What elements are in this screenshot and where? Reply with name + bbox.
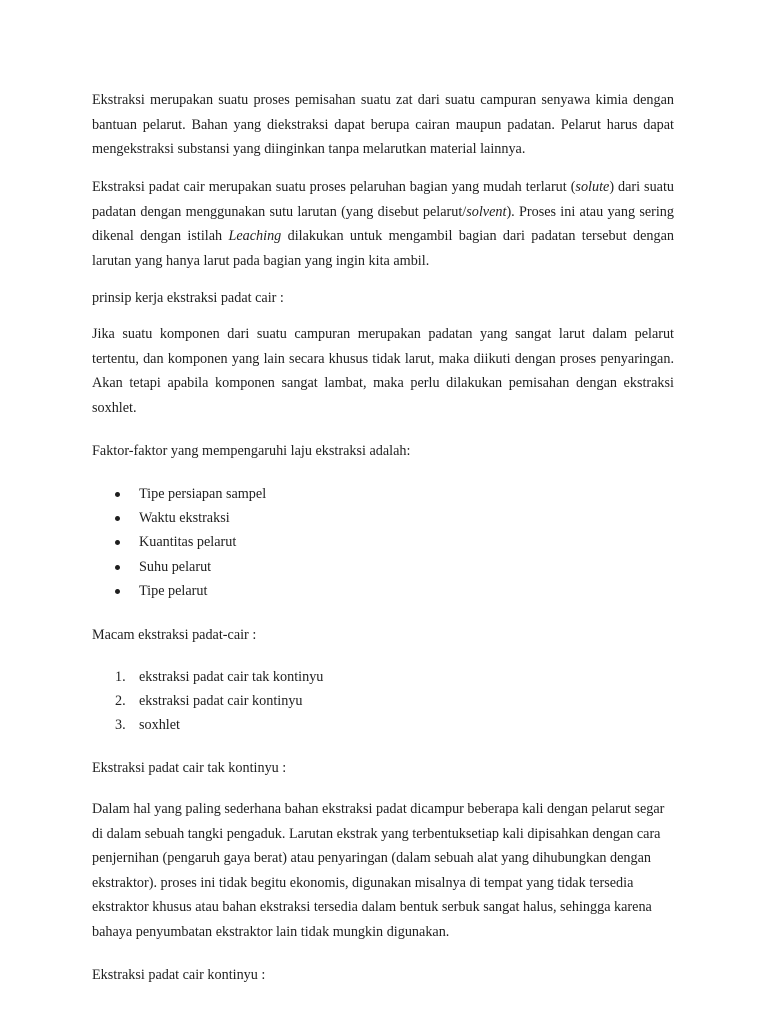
section-heading-prinsip: prinsip kerja ekstraksi padat cair :: [92, 290, 284, 306]
section-heading-macam: Macam ekstraksi padat-cair :: [92, 627, 257, 643]
batch-extraction-paragraph: Dalam hal yang paling sederhana bahan ekstraksi padat dicampur beberapa kali dengan pelarut segar di dalam sebuah tangki pengaduk. Larutan ekstrak yang terbentuksetiap kali dipisahkan dengan cara penjernihan (pengaruh gaya berat) atau penyaringan (dalam sebuah alat yang dihubungkan dengan ekstraktor). proses ini tidak begitu ekonomis, digunakan misalnya di tempat yang tidak tersedia ekstraktor khusus atau bahan ekstraksi tersedia dalam bentuk serbuk sangat halus, sehingga karena bahaya penyumbatan ekstraktor lain tidak mungkin digunakan.: [92, 801, 665, 940]
list-item-text: Suhu pelarut: [139, 558, 212, 575]
list-number: 1.: [115, 669, 126, 685]
solute-term: solute: [575, 179, 610, 195]
intro-paragraph: Ekstraksi merupakan suatu proses pemisahan suatu zat dari suatu campuran senyawa kimia dengan bantuan pelarut. Bahan yang diekstraksi dapat berupa cairan maupun padatan. Pelarut harus dapat mengekstraksi substansi yang diinginkan tanpa melarutkan material lainnya.: [92, 92, 674, 157]
bullet-icon: [115, 492, 120, 497]
paragraph-text: dilakukan untuk mengambil bagian dari padatan tersebut dengan larutan yang hanya larut pada bagian yang ingin kita ambil.: [92, 228, 674, 269]
solid-liquid-extraction-paragraph: [92, 175, 674, 273]
bullet-icon: [115, 516, 120, 521]
bullet-icon: [115, 565, 120, 570]
paragraph-text: ) dari suatu padatan dengan menggunakan sutu larutan (yang disebut pelarut/: [92, 179, 675, 220]
section-heading-faktor: Faktor-faktor yang mempengaruhi laju ekstraksi adalah:: [92, 443, 411, 459]
list-item-text: Waktu ekstraksi: [139, 510, 230, 527]
list-item-text: ekstraksi padat cair kontinyu: [139, 693, 303, 710]
list-item-text: ekstraksi padat cair tak kontinyu: [139, 669, 324, 685]
leaching-term: Leaching: [228, 228, 282, 244]
section-heading-tak-kontinyu: Ekstraksi padat cair tak kontinyu :: [92, 760, 287, 776]
bullet-icon: [115, 540, 120, 545]
list-number: 2.: [115, 693, 126, 710]
list-item-text: Tipe pelarut: [139, 582, 208, 599]
bullet-icon: [115, 589, 120, 594]
section-heading-kontinyu: Ekstraksi padat cair kontinyu :: [92, 967, 266, 983]
paragraph-text: ). Proses ini atau yang sering dikenal dengan istilah: [92, 203, 674, 244]
list-item-text: Tipe persiapan sampel: [139, 486, 267, 502]
principle-paragraph: Jika suatu komponen dari suatu campuran merupakan padatan yang sangat larut dalam pelarut tertentu, dan komponen yang lain secara khusus tidak larut, maka diikuti dengan proses penyaringan. Akan tetapi apabila komponen sangat lambat, maka perlu dilakukan pemisahan dengan ekstraksi soxhlet.: [92, 326, 674, 416]
list-item-text: soxhlet: [139, 717, 180, 734]
list-number: 3.: [115, 717, 126, 734]
solvent-term: solvent: [466, 203, 507, 220]
list-item-text: Kuantitas pelarut: [139, 534, 237, 551]
paragraph-text: Ekstraksi padat cair merupakan suatu proses pelaruhan bagian yang mudah terlarut (: [92, 179, 576, 195]
